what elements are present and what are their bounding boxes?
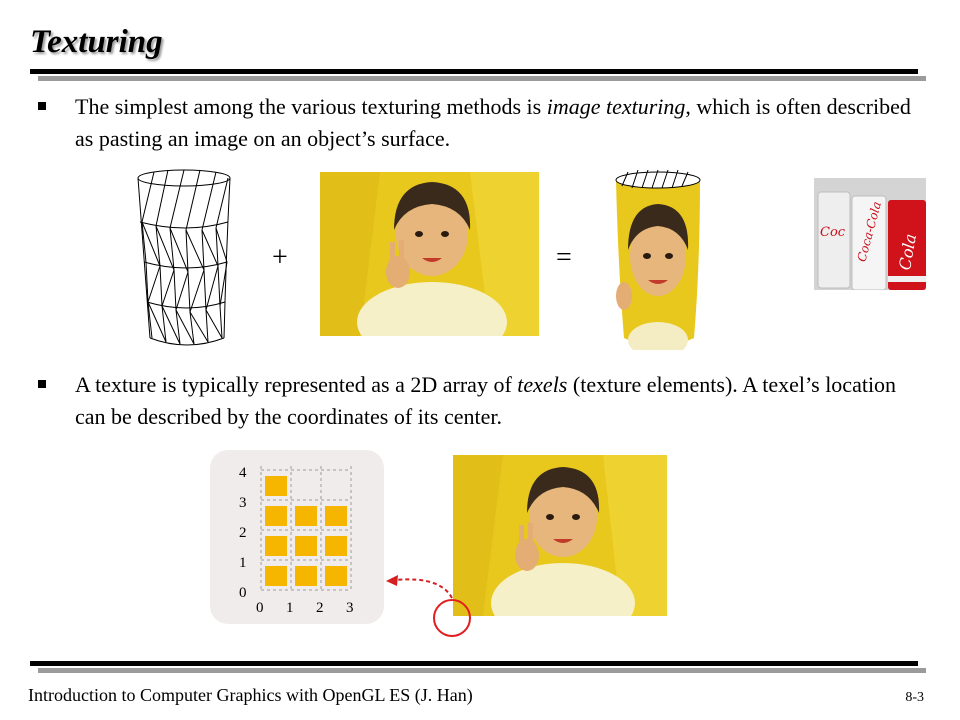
bullet-marker bbox=[38, 380, 46, 388]
equals-sign: = bbox=[556, 242, 572, 273]
bullet-1 bbox=[38, 91, 918, 155]
footer-rule-shadow bbox=[38, 668, 926, 673]
red-circle-marker bbox=[431, 597, 473, 639]
bullet-1-post: , which is often described as pasting an image on an object’s surface. bbox=[75, 94, 911, 151]
bullet-1-emphasis: image texturing bbox=[546, 94, 686, 119]
y-label-2: 2 bbox=[239, 525, 247, 541]
bullet-2-emphasis: texels bbox=[517, 372, 568, 397]
page-number: 8-3 bbox=[905, 690, 924, 705]
boy-photo-image bbox=[320, 172, 539, 336]
bullet-1-text bbox=[75, 91, 918, 155]
footer-text: Introduction to Computer Graphics with OpenGL ES (J. Han) bbox=[28, 685, 473, 705]
textured-cylinder-image bbox=[614, 166, 702, 350]
y-label-4: 4 bbox=[239, 465, 247, 481]
y-label-1: 1 bbox=[239, 555, 247, 571]
x-label-0: 0 bbox=[256, 600, 264, 616]
boy-photo-small-image bbox=[453, 455, 667, 616]
svg-text:Coca-Cola: Coca-Cola bbox=[854, 200, 884, 264]
plus-sign: + bbox=[272, 242, 288, 273]
soda-cans-image bbox=[814, 178, 926, 290]
slide-title: Texturing bbox=[30, 24, 163, 60]
bullet-2-post: (texture elements). A texel’s location can be described by the coordinates of its center. bbox=[75, 372, 897, 429]
bullet-2 bbox=[38, 369, 918, 433]
footer-rule bbox=[30, 661, 918, 666]
x-label-1: 1 bbox=[286, 600, 294, 616]
x-label-2: 2 bbox=[316, 600, 324, 616]
svg-text:Coc: Coc bbox=[820, 225, 846, 240]
bullet-marker bbox=[38, 102, 46, 110]
wireframe-cylinder-image bbox=[134, 166, 234, 348]
title-rule bbox=[30, 69, 918, 74]
bullet-2-pre: A texture is typically represented as a 2D array of bbox=[75, 372, 518, 397]
y-label-3: 3 bbox=[239, 495, 247, 511]
bullet-1-pre: The simplest among the various texturing methods is bbox=[75, 94, 547, 119]
svg-text:Cola: Cola bbox=[895, 232, 921, 272]
texel-grid-diagram bbox=[210, 450, 384, 624]
x-label-3: 3 bbox=[346, 600, 354, 616]
bullet-2-text bbox=[75, 369, 918, 433]
y-label-0: 0 bbox=[239, 585, 247, 601]
title-rule-shadow bbox=[38, 76, 926, 81]
